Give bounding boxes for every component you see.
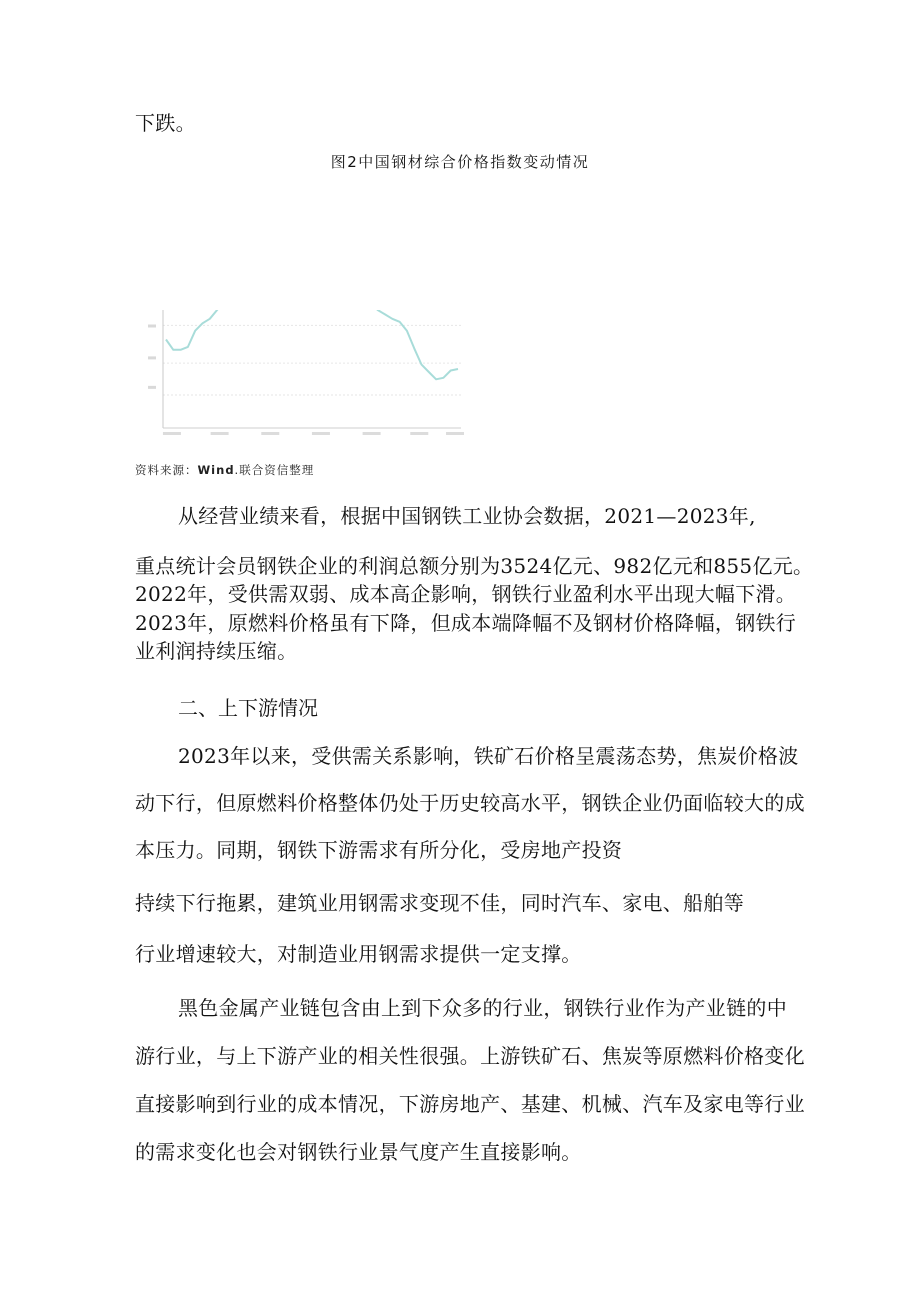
paragraph-line: 游行业，与上下游产业的相关性很强。上游铁矿石、焦炭等原燃料价格变化 <box>135 1044 805 1068</box>
chart-y-tick-label <box>148 386 156 389</box>
source-suffix: .联合资信整理 <box>234 463 315 477</box>
chart-x-tick-label <box>446 432 464 435</box>
chart-x-tick-label <box>363 432 381 435</box>
paragraph-line: 行业增速较大，对制造业用钢需求提供一定支撑。 <box>135 942 582 966</box>
paragraph-line: 动下行，但原燃料价格整体仍处于历史较高水平，钢铁企业仍面临较大的成 <box>135 791 805 815</box>
chart-x-tick-label <box>163 432 181 435</box>
paragraph-line: 业利润持续压缩。 <box>135 639 298 663</box>
chart-y-tick-label <box>148 356 156 359</box>
paragraph-line: 从经营业绩来看，根据中国钢铁工业协会数据，2021—2023年, <box>178 504 756 528</box>
chart-x-tick-label <box>211 432 229 435</box>
chart-grid <box>163 325 461 395</box>
paragraph-continuation: 下跌。 <box>135 111 196 135</box>
paragraph-line: 的需求变化也会对钢铁行业景气度产生直接影响。 <box>135 1140 582 1164</box>
chart-x-tick-label <box>261 432 279 435</box>
chart-x-tick-label <box>312 432 330 435</box>
source-prefix: 资料来源： <box>135 463 198 477</box>
chart-y-tick-label <box>148 325 156 328</box>
figure-caption: 图2中国钢材综合价格指数变动情况 <box>330 153 590 171</box>
section-heading: 二、上下游情况 <box>178 696 318 720</box>
chart-series-line <box>166 310 458 379</box>
source-brand: Wind <box>197 463 235 477</box>
paragraph-line: 2022年，受供需双弱、成本高企影响，钢铁行业盈利水平出现大幅下滑。 <box>135 582 797 606</box>
paragraph-line: 持续下行拖累，建筑业用钢需求变现不佳，同时汽车、家电、船舶等 <box>135 891 744 915</box>
chart-axis <box>148 310 464 435</box>
figure-source <box>135 462 314 478</box>
price-index-chart <box>146 310 464 456</box>
chart-series <box>166 310 458 379</box>
paragraph-line: 本压力。同期，钢铁下游需求有所分化，受房地产投资 <box>135 838 623 862</box>
paragraph-line: 直接影响到行业的成本情况，下游房地产、基建、机械、汽车及家电等行业 <box>135 1092 805 1116</box>
paragraph-line: 重点统计会员钢铁企业的利润总额分别为3524亿元、982亿元和855亿元。 <box>135 554 814 578</box>
paragraph-line: 2023年以来，受供需关系影响，铁矿石价格呈震荡态势，焦炭价格波 <box>178 744 799 768</box>
chart-x-tick-label <box>410 432 428 435</box>
chart-svg <box>146 310 464 456</box>
paragraph-line: 黑色金属产业链包含由上到下众多的行业，钢铁行业作为产业链的中 <box>178 996 787 1020</box>
paragraph-line: 2023年，原燃料价格虽有下降，但成本端降幅不及钢材价格降幅，钢铁行 <box>135 611 797 635</box>
